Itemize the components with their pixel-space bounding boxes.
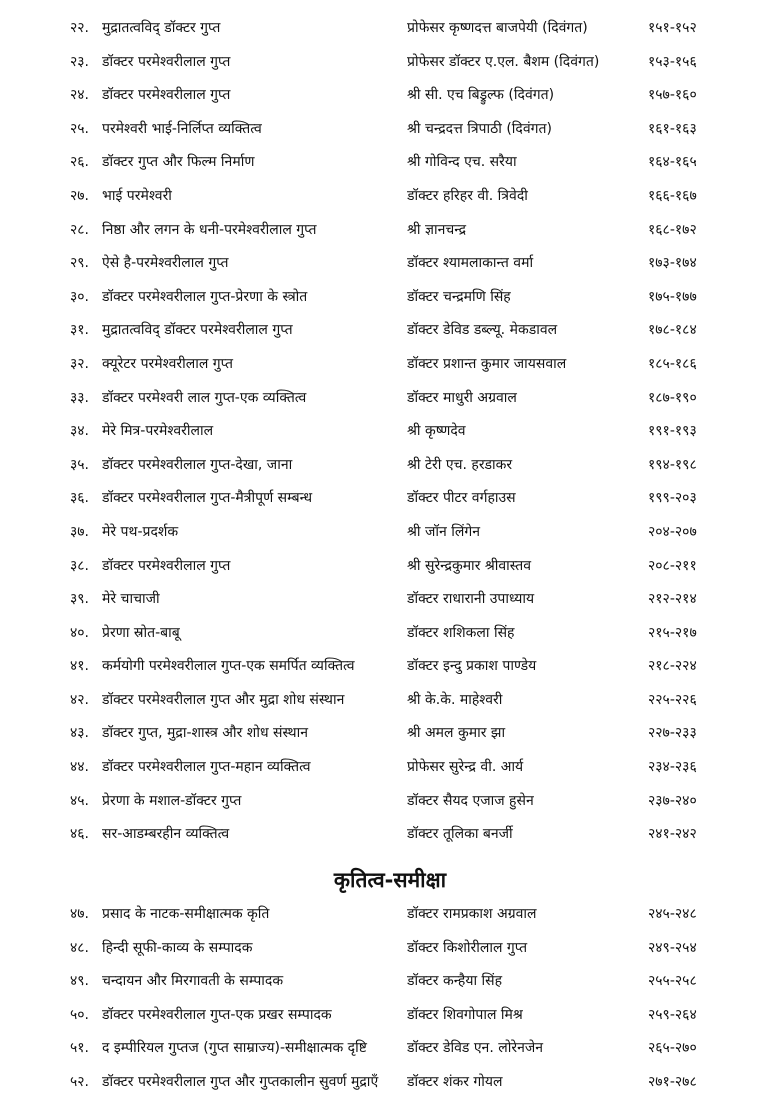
contents-entry xyxy=(0,717,780,751)
contents-entry xyxy=(0,516,780,550)
entry-title: निष्ठा और लगन के धनी-परमेश्वरीलाल गुप्त xyxy=(102,221,317,238)
entry-number: ४१. xyxy=(70,658,90,675)
entry-author: प्रोफेसर सुरेन्द्र वी. आर्य xyxy=(407,759,524,776)
entry-pages: २४१-२४२ xyxy=(648,826,697,843)
contents-entry xyxy=(0,113,780,147)
entry-pages: २४९-२५४ xyxy=(648,939,697,956)
section-heading: कृतित्व-समीक्षा xyxy=(333,868,447,892)
entry-number: ३२. xyxy=(70,355,90,372)
contents-entry xyxy=(0,247,780,281)
entry-number: ३६. xyxy=(70,490,90,507)
entry-title: परमेश्वरी भाई-निर्लिप्त व्यक्तित्व xyxy=(102,120,262,137)
entry-author: डॉक्टर शिवगोपाल मिश्र xyxy=(407,1006,523,1023)
entry-number: ४२. xyxy=(70,691,90,708)
entry-number: २३. xyxy=(70,53,90,70)
entry-pages: १६८-१७२ xyxy=(648,221,697,238)
contents-entry xyxy=(0,751,780,785)
entry-author: डॉक्टर प्रशान्त कुमार जायसवाल xyxy=(407,355,567,372)
entry-title: प्रसाद के नाटक-समीक्षात्मक कृति xyxy=(102,906,270,922)
contents-entry xyxy=(0,449,780,483)
entry-title: ऐसे है-परमेश्वरीलाल गुप्त xyxy=(102,255,229,272)
entry-number: ४५. xyxy=(70,792,90,809)
entry-number: २९. xyxy=(70,255,90,272)
entry-pages: २६५-२७० xyxy=(648,1040,697,1056)
entry-title: डॉक्टर परमेश्वरीलाल गुप्त और मुद्रा शोध संस्थान xyxy=(102,691,345,708)
entry-title: कर्मयोगी परमेश्वरीलाल गुप्त-एक समर्पित व्यक्तित्व xyxy=(102,658,355,675)
entry-author: प्रोफेसर डॉक्टर ए.एल. बैशम (दिवंगत) xyxy=(407,53,600,70)
contents-list-reviews xyxy=(0,898,780,1099)
entry-title: डॉक्टर परमेश्वरीलाल गुप्त xyxy=(102,53,231,70)
entry-title: भाई परमेश्वरी xyxy=(102,187,172,204)
contents-entry xyxy=(0,348,780,382)
entry-title: डॉक्टर परमेश्वरीलाल गुप्त-मैत्रीपूर्ण सम्बन्ध xyxy=(102,490,313,507)
entry-pages: १९१-१९३ xyxy=(648,423,697,440)
entry-pages: २१५-२१७ xyxy=(648,624,697,641)
entry-title: चन्दायन और मिरगावती के सम्पादक xyxy=(102,973,284,989)
entry-number: ४६. xyxy=(70,826,90,843)
entry-author: डॉक्टर किशोरीलाल गुप्त xyxy=(407,939,528,956)
contents-entry xyxy=(0,999,780,1033)
entry-number: ५२. xyxy=(70,1073,90,1090)
entry-number: ३५. xyxy=(70,456,90,473)
entry-number: २६. xyxy=(70,154,90,171)
entry-author: डॉक्टर डेविड डब्ल्यू. मेकडावल xyxy=(407,322,558,339)
entry-title: डॉक्टर परमेश्वरी लाल गुप्त-एक व्यक्तित्व xyxy=(102,389,307,406)
entry-author: श्री जॉन लिंगेन xyxy=(407,523,480,540)
entry-number: ५०. xyxy=(70,1006,90,1023)
entry-title: डॉक्टर परमेश्वरीलाल गुप्त-महान व्यक्तित्व xyxy=(102,759,311,776)
contents-entry xyxy=(0,1066,780,1100)
entry-pages: २२५-२२६ xyxy=(648,691,697,708)
entry-number: ४४. xyxy=(70,759,90,776)
entry-pages: २१२-२१४ xyxy=(648,591,697,608)
entry-pages: २२७-२३३ xyxy=(648,725,697,742)
entry-number: ५१. xyxy=(70,1040,90,1056)
entry-author: डॉक्टर शशिकला सिंह xyxy=(407,624,515,641)
entry-title: मेरे चाचाजी xyxy=(102,591,160,608)
contents-entry xyxy=(0,898,780,932)
entry-pages: २१८-२२४ xyxy=(648,658,697,675)
contents-entry xyxy=(0,818,780,852)
entry-number: २४. xyxy=(70,87,90,104)
entry-author: श्री के.के. माहेश्वरी xyxy=(407,691,503,708)
entry-title: मुद्रातत्वविद् डॉक्टर गुप्त xyxy=(102,20,221,36)
entry-title: प्रेरणा स्रोत-बाबू xyxy=(102,624,180,641)
contents-entry xyxy=(0,550,780,584)
entry-title: मुद्रातत्वविद् डॉक्टर परमेश्वरीलाल गुप्त xyxy=(102,322,293,339)
entry-author: डॉक्टर श्यामलाकान्त वर्मा xyxy=(407,255,534,272)
entry-pages: १६१-१६३ xyxy=(648,120,697,137)
entry-title: सर-आडम्बरहीन व्यक्तित्व xyxy=(102,826,230,843)
entry-author: डॉक्टर कन्हैया सिंह xyxy=(407,973,503,989)
entry-author: डॉक्टर सैयद एजाज हुसेन xyxy=(407,792,534,809)
entry-author: डॉक्टर माधुरी अग्रवाल xyxy=(407,389,517,406)
entry-author: श्री सी. एच बिड्रुल्फ (दिवंगत) xyxy=(407,87,555,104)
entry-title: डॉक्टर परमेश्वरीलाल गुप्त xyxy=(102,557,231,574)
contents-entry xyxy=(0,214,780,248)
entry-pages: १६४-१६५ xyxy=(648,154,697,171)
entry-title: हिन्दी सूफी-काव्य के सम्पादक xyxy=(102,939,253,956)
entry-title: डॉक्टर परमेश्वरीलाल गुप्त xyxy=(102,87,231,104)
entry-author: श्री कृष्णदेव xyxy=(407,423,466,440)
entry-pages: १७३-१७४ xyxy=(648,255,697,272)
entry-title: डॉक्टर गुप्त और फिल्म निर्माण xyxy=(102,154,255,171)
contents-entry xyxy=(0,1032,780,1066)
entry-pages: १८७-१९० xyxy=(648,389,697,406)
entry-pages: १५१-१५२ xyxy=(648,20,697,36)
entry-title: क्यूरेटर परमेश्वरीलाल गुप्त xyxy=(102,355,233,372)
entry-author: श्री टेरी एच. हरडाकर xyxy=(407,456,513,473)
entry-number: ३९. xyxy=(70,591,90,608)
entry-number: २८. xyxy=(70,221,90,238)
entry-author: डॉक्टर तूलिका बनर्जी xyxy=(407,826,513,843)
entry-number: २७. xyxy=(70,187,90,204)
entry-number: ३७. xyxy=(70,523,90,540)
entry-pages: २०८-२११ xyxy=(648,557,697,574)
entry-number: ४३. xyxy=(70,725,90,742)
entry-author: श्री अमल कुमार झा xyxy=(407,725,506,742)
entry-number: ४०. xyxy=(70,624,90,641)
contents-entry xyxy=(0,583,780,617)
contents-entry xyxy=(0,314,780,348)
entry-title: मेरे मित्र-परमेश्वरीलाल xyxy=(102,423,214,440)
entry-pages: १७८-१८४ xyxy=(648,322,697,339)
entry-number: ३१. xyxy=(70,322,90,339)
entry-pages: १८५-१८६ xyxy=(648,355,697,372)
entry-number: ३०. xyxy=(70,288,90,305)
entry-author: डॉक्टर डेविड एन. लोरेनजेन xyxy=(407,1040,544,1056)
entry-number: ४७. xyxy=(70,906,90,922)
entry-author: श्री सुरेन्द्रकुमार श्रीवास्तव xyxy=(407,557,532,574)
contents-entry xyxy=(0,617,780,651)
contents-entry xyxy=(0,785,780,819)
entry-pages: २५९-२६४ xyxy=(648,1006,697,1023)
entry-author: डॉक्टर चन्द्रमणि सिंह xyxy=(407,288,511,305)
entry-number: ४९. xyxy=(70,973,90,989)
entry-pages: २४५-२४८ xyxy=(648,906,697,922)
entry-title: डॉक्टर परमेश्वरीलाल गुप्त-एक प्रखर सम्पादक xyxy=(102,1006,332,1023)
contents-entry xyxy=(0,79,780,113)
entry-author: प्रोफेसर कृष्णदत्त बाजपेयी (दिवंगत) xyxy=(407,20,588,36)
entry-pages: १५७-१६० xyxy=(648,87,697,104)
contents-entry xyxy=(0,684,780,718)
entry-pages: १९४-१९८ xyxy=(648,456,697,473)
entry-author: श्री गोविन्द एच. सरैया xyxy=(407,154,517,171)
entry-pages: १६६-१६७ xyxy=(648,187,697,204)
entry-pages: २७१-२७८ xyxy=(648,1073,697,1090)
entry-pages: २०४-२०७ xyxy=(648,523,697,540)
entry-author: श्री ज्ञानचन्द्र xyxy=(407,221,467,238)
contents-entry xyxy=(0,281,780,315)
entry-number: ३८. xyxy=(70,557,90,574)
entry-pages: १५३-१५६ xyxy=(648,53,697,70)
entry-pages: २३४-२३६ xyxy=(648,759,697,776)
entry-title: डॉक्टर परमेश्वरीलाल गुप्त-देखा, जाना xyxy=(102,456,293,473)
contents-entry xyxy=(0,46,780,80)
contents-entry xyxy=(0,650,780,684)
contents-list-tributes xyxy=(0,12,780,852)
entry-pages: १७५-१७७ xyxy=(648,288,697,305)
entry-title: डॉक्टर गुप्त, मुद्रा-शास्त्र और शोध संस्थान xyxy=(102,725,308,742)
entry-author: डॉक्टर पीटर वर्गहाउस xyxy=(407,490,516,507)
entry-author: डॉक्टर हरिहर वी. त्रिवेदी xyxy=(407,187,528,204)
entry-number: ४८. xyxy=(70,939,90,956)
contents-entry xyxy=(0,12,780,46)
contents-entry xyxy=(0,965,780,999)
entry-number: २५. xyxy=(70,120,90,137)
entry-title: डॉक्टर परमेश्वरीलाल गुप्त और गुप्तकालीन सुवर्ण मुद्राएँ xyxy=(102,1073,379,1090)
entry-author: डॉक्टर राधारानी उपाध्याय xyxy=(407,591,535,608)
entry-pages: २५५-२५८ xyxy=(648,973,697,989)
entry-number: २२. xyxy=(70,20,90,36)
contents-entry xyxy=(0,932,780,966)
entry-pages: २३७-२४० xyxy=(648,792,697,809)
entry-author: डॉक्टर रामप्रकाश अग्रवाल xyxy=(407,906,537,922)
entry-title: डॉक्टर परमेश्वरीलाल गुप्त-प्रेरणा के स्त्रोत xyxy=(102,288,308,305)
entry-number: ३३. xyxy=(70,389,90,406)
entry-title: द इम्पीरियल गुप्तज (गुप्त साम्राज्य)-समीक्षात्मक दृष्टि xyxy=(102,1040,367,1056)
entry-title: प्रेरणा के मशाल-डॉक्टर गुप्त xyxy=(102,792,242,809)
contents-entry xyxy=(0,415,780,449)
entry-author: डॉक्टर शंकर गोयल xyxy=(407,1073,503,1090)
entry-title: मेरे पथ-प्रदर्शक xyxy=(102,523,179,540)
entry-pages: १९९-२०३ xyxy=(648,490,697,507)
contents-entry xyxy=(0,382,780,416)
entry-number: ३४. xyxy=(70,423,90,440)
contents-entry xyxy=(0,482,780,516)
contents-entry xyxy=(0,146,780,180)
entry-author: डॉक्टर इन्दु प्रकाश पाण्डेय xyxy=(407,658,537,675)
entry-author: श्री चन्द्रदत्त त्रिपाठी (दिवंगत) xyxy=(407,120,552,137)
contents-entry xyxy=(0,180,780,214)
